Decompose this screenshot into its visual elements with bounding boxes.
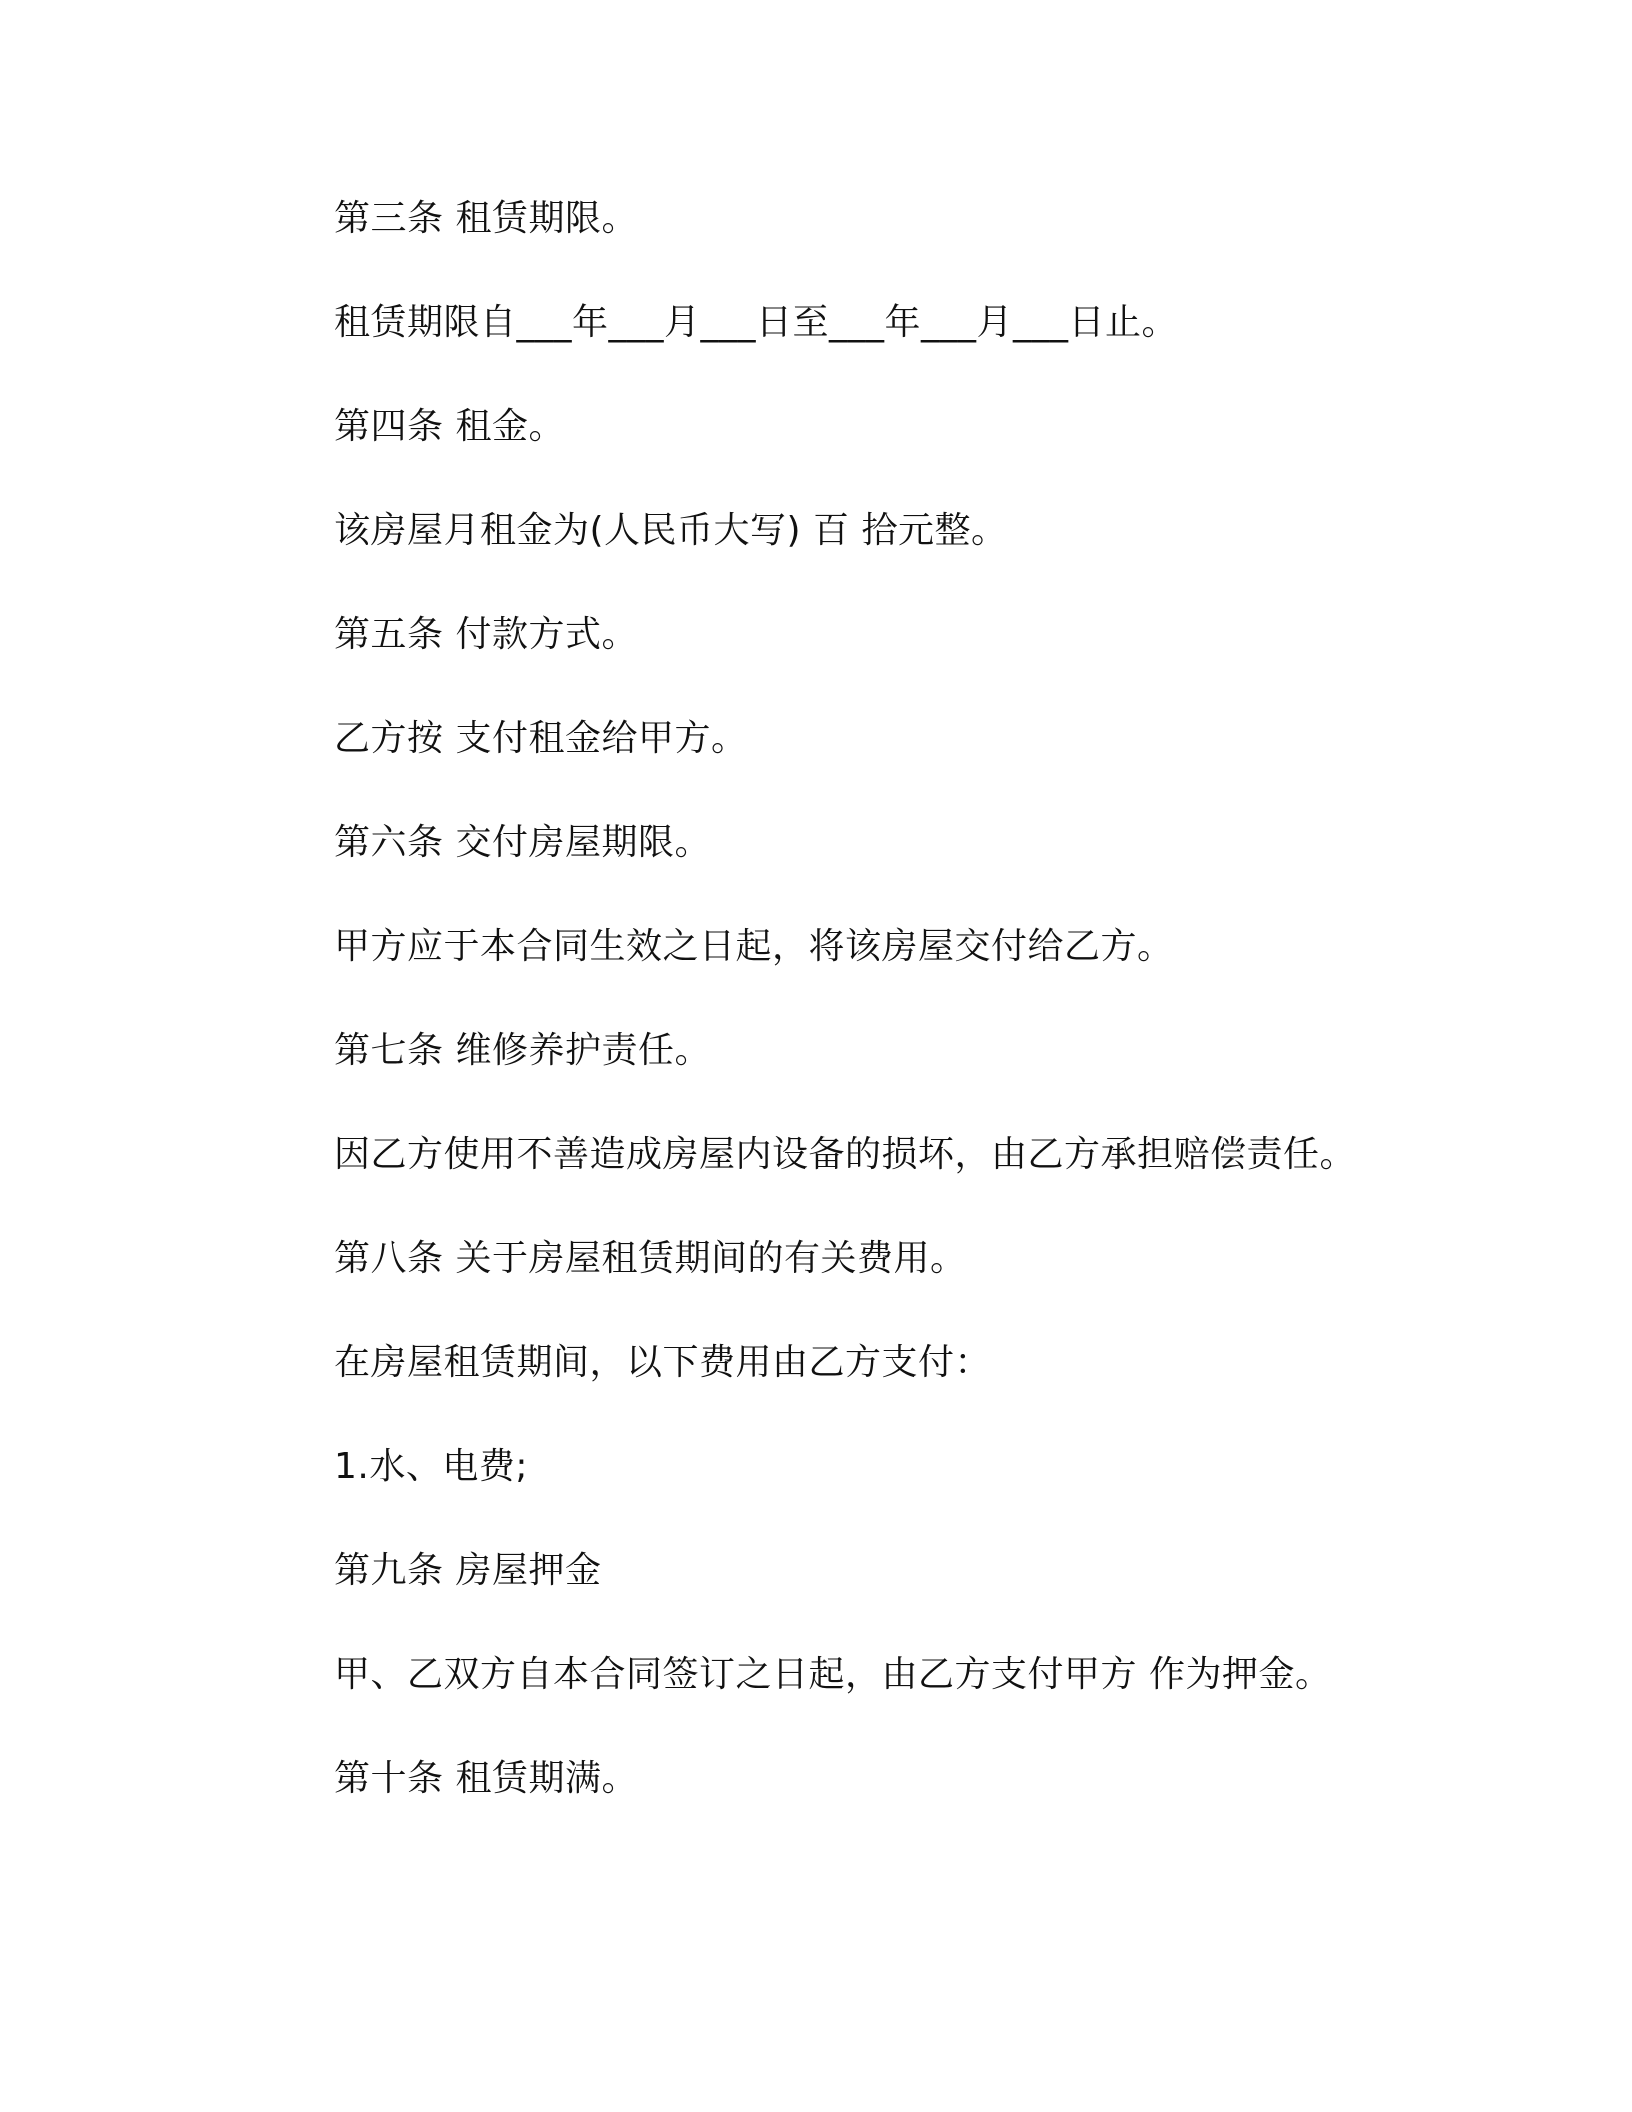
rent-amount-text: 该房屋月租金为(人民币大写) 百 拾元整。 [334, 510, 1008, 551]
article-9-heading: 第九条 房屋押金 [334, 1550, 602, 1591]
article-7-heading: 第七条 维修养护责任。 [334, 1030, 711, 1071]
article-3-heading: 第三条 租赁期限。 [334, 198, 638, 239]
delivery-text: 甲方应于本合同生效之日起，将该房屋交付给乙方。 [334, 926, 1174, 967]
maintenance-text: 因乙方使用不善造成房屋内设备的损坏，由乙方承担赔偿责任。 [334, 1134, 1357, 1175]
article-5-heading: 第五条 付款方式。 [334, 614, 638, 655]
fees-item-1: 1.水、电费; [334, 1446, 528, 1487]
article-8-heading: 第八条 关于房屋租赁期间的有关费用。 [334, 1238, 967, 1279]
article-6-heading: 第六条 交付房屋期限。 [334, 822, 711, 863]
document-body [334, 190, 1484, 1854]
lease-term-text: 租赁期限自___年___月___日至___年___月___日止。 [334, 302, 1179, 343]
article-4-heading: 第四条 租金。 [334, 406, 565, 447]
fees-intro-text: 在房屋租赁期间，以下费用由乙方支付： [334, 1342, 992, 1383]
payment-method-text: 乙方按 支付租金给甲方。 [334, 718, 748, 759]
article-10-heading: 第十条 租赁期满。 [334, 1758, 638, 1799]
deposit-text: 甲、乙双方自本合同签订之日起，由乙方支付甲方 作为押金。 [334, 1654, 1332, 1695]
